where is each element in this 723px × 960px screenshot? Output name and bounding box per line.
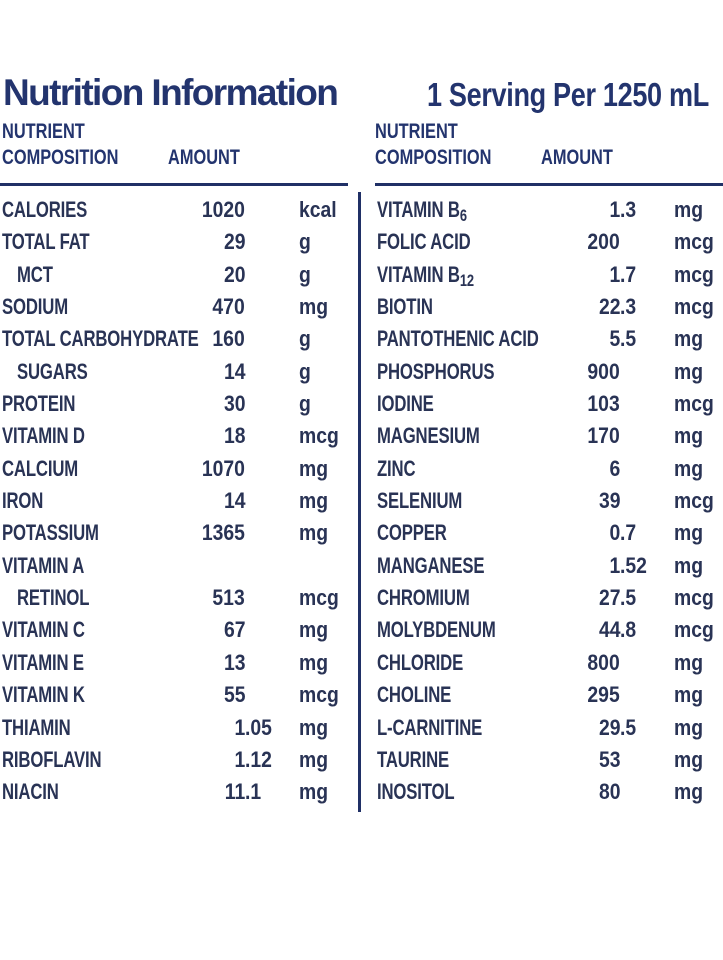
amount-unit: mcg [299,423,339,449]
nutrient-row [375,323,723,355]
nutrient-table-right [375,194,723,809]
nutrient-row [375,712,723,744]
amount-decimal: .5 [620,585,637,611]
amount-unit: mg [299,455,329,481]
amount-value: 27 [598,585,620,611]
amount-value: 1 [609,552,620,578]
amount-value: 55 [223,682,245,708]
amount-unit: mg [299,520,329,546]
amount-value: 470 [212,294,245,320]
nutrient-label: CHLORIDE [377,649,464,675]
amount-unit: mg [674,714,704,740]
nutrient-row [375,614,723,646]
nutrient-row [375,647,723,679]
nutrient-row [0,679,348,711]
nutrient-label: MOLYBDENUM [377,617,496,643]
amount-value: 0 [609,520,620,546]
amount-decimal: .1 [245,779,262,805]
amount-value: 295 [587,682,620,708]
amount-decimal: .52 [620,552,647,578]
nutrient-label: IRON [2,488,44,514]
nutrient-label: SELENIUM [377,488,463,514]
nutrient-row [0,420,348,452]
nutrient-label: CALCIUM [2,455,79,481]
amount-unit: g [299,229,311,255]
amount-value: 11 [224,779,245,805]
amount-unit: mcg [674,585,714,611]
amount-value: 1 [609,261,620,287]
amount-value: 20 [223,261,245,287]
nutrient-label: PROTEIN [2,391,76,417]
nutrient-label-subscript: 12 [459,270,474,290]
header-amount-label: AMOUNT [541,146,613,169]
amount-unit: mg [674,197,704,222]
amount-unit: mcg [674,229,714,255]
nutrient-row [375,356,723,388]
amount-unit: mg [299,714,329,740]
nutrient-row [375,291,723,323]
nutrient-row [0,226,348,258]
nutrient-label: CHROMIUM [377,585,470,611]
amount-unit: mg [674,779,704,805]
nutrient-row [0,388,348,420]
nutrient-row [0,647,348,679]
nutrient-row [375,679,723,711]
header-amount-label: AMOUNT [168,146,240,169]
nutrient-row [375,453,723,485]
nutrient-row [0,485,348,517]
nutrient-row [375,550,723,582]
amount-unit: mcg [299,585,339,611]
nutrient-label: VITAMIN K [2,682,85,708]
amount-unit: mcg [674,617,714,643]
amount-value: 1070 [201,455,245,481]
amount-unit: mg [299,746,329,772]
nutrient-row [0,291,348,323]
column-header-right [375,119,723,171]
amount-unit: mcg [674,488,714,514]
nutrient-label: VITAMIN B6 [377,197,467,225]
amount-unit: g [299,261,311,287]
nutrient-label: FOLIC ACID [377,229,471,255]
nutrient-row [0,356,348,388]
amount-value: 67 [223,617,245,643]
amount-value: 80 [598,779,620,805]
amount-unit: mcg [674,391,714,417]
nutrient-label: TAURINE [377,746,450,772]
nutrient-label: VITAMIN D [2,423,85,449]
amount-value: 1020 [201,197,245,222]
nutrient-row [375,744,723,776]
amount-unit: kcal [299,197,337,222]
amount-decimal: .5 [620,714,637,740]
nutrient-row [0,259,348,291]
nutrient-row [0,453,348,485]
amount-unit: mg [674,326,704,352]
nutrient-label: PHOSPHORUS [377,358,495,384]
nutrient-row [375,485,723,517]
amount-value: 1 [234,746,245,772]
amount-decimal: .8 [620,617,637,643]
title-row [0,72,723,120]
nutrient-label-subscript: 6 [459,206,467,225]
amount-value: 14 [223,488,245,514]
amount-value: 6 [609,455,620,481]
nutrient-label: BIOTIN [377,294,433,320]
nutrient-row [0,744,348,776]
nutrient-row [0,323,348,355]
nutrient-label: MAGNESIUM [377,423,480,449]
amount-value: 29 [223,229,245,255]
amount-value: 22 [598,294,620,320]
nutrient-label: TOTAL FAT [2,229,90,255]
amount-unit: mg [674,682,704,708]
nutrient-label: NIACIN [2,779,59,805]
amount-value: 800 [587,649,620,675]
amount-decimal: .3 [620,294,637,320]
amount-unit: g [299,358,311,384]
amount-value: 13 [223,649,245,675]
amount-value: 160 [212,326,245,352]
header-composition-amount: COMPOSITION AMOUNT [375,145,723,171]
nutrient-row [375,259,723,291]
amount-value: 900 [587,358,620,384]
amount-value: 53 [598,746,620,772]
amount-unit: mg [674,423,704,449]
nutrient-row [375,226,723,258]
nutrient-label: RETINOL [17,585,90,611]
column-header-left [2,119,350,171]
nutrient-label: SUGARS [17,358,88,384]
amount-unit: mg [299,294,329,320]
nutrient-label: MCT [17,261,53,287]
amount-value: 44 [598,617,620,643]
nutrient-label: SODIUM [2,294,68,320]
amount-decimal: .3 [620,197,637,222]
amount-decimal: .12 [245,746,272,772]
amount-value: 30 [223,391,245,417]
amount-value: 103 [587,391,620,417]
nutrient-label: MANGANESE [377,552,485,578]
amount-unit: mg [674,358,704,384]
nutrient-row [0,517,348,549]
amount-value: 39 [598,488,620,514]
nutrient-label: POTASSIUM [2,520,99,546]
amount-unit: mg [674,649,704,675]
amount-unit: mg [299,488,329,514]
nutrient-label: ZINC [377,455,416,481]
amount-value: 1 [609,197,620,222]
nutrient-row [0,614,348,646]
nutrient-row [375,388,723,420]
nutrient-row [375,420,723,452]
nutrient-label: PANTOTHENIC ACID [377,326,539,352]
page-title: Nutrition Information [3,72,338,113]
nutrient-row [375,582,723,614]
amount-unit: g [299,391,311,417]
amount-decimal: .7 [620,520,637,546]
amount-decimal: .7 [620,261,637,287]
amount-value: 1 [234,714,245,740]
nutrient-row [0,582,348,614]
amount-unit: mg [299,649,329,675]
nutrient-table-left [0,194,348,809]
amount-unit: mg [674,455,704,481]
header-nutrient-label: NUTRIENT [2,120,85,143]
nutrient-row [0,194,348,226]
nutrient-label: L-CARNITINE [377,714,483,740]
header-rule-right [375,183,723,186]
amount-value: 5 [609,326,620,352]
nutrient-label: COPPER [377,520,447,546]
nutrient-row [0,550,348,582]
header-rule-left [0,183,348,186]
nutrient-label: CALORIES [2,197,88,222]
amount-unit: mcg [299,682,339,708]
nutrient-label: VITAMIN A [2,552,85,578]
nutrient-label: VITAMIN E [2,649,84,675]
amount-unit: g [299,326,311,352]
amount-decimal: .05 [245,714,272,740]
header-composition-amount: COMPOSITION AMOUNT [2,145,350,171]
nutrient-label: VITAMIN B12 [377,261,474,290]
header-nutrient-label: NUTRIENT [375,120,458,143]
nutrient-label: IODINE [377,391,434,417]
serving-size-text: 1 Serving Per 1250 mL [427,76,709,113]
amount-unit: mcg [674,294,714,320]
amount-value: 18 [223,423,245,449]
amount-value: 200 [587,229,620,255]
amount-value: 1365 [201,520,245,546]
amount-unit: mcg [674,261,714,287]
nutrient-label: RIBOFLAVIN [2,746,102,772]
column-divider [358,192,361,812]
nutrient-label: TOTAL CARBOHYDRATE [2,326,199,352]
amount-value: 14 [223,358,245,384]
nutrient-label: CHOLINE [377,682,452,708]
amount-unit: mg [674,520,704,546]
nutrient-row [0,712,348,744]
amount-unit: mg [674,552,704,578]
nutrient-row [375,517,723,549]
nutrient-row [375,776,723,808]
nutrient-row [0,776,348,808]
amount-unit: mg [674,746,704,772]
nutrient-label: INOSITOL [377,779,455,805]
amount-value: 29 [598,714,620,740]
nutrient-label: THIAMIN [2,714,71,740]
amount-value: 513 [212,585,245,611]
nutrient-label: VITAMIN C [2,617,85,643]
nutrient-row [375,194,723,226]
amount-unit: mg [299,779,329,805]
amount-unit: mg [299,617,329,643]
amount-decimal: .5 [620,326,637,352]
amount-value: 170 [587,423,620,449]
